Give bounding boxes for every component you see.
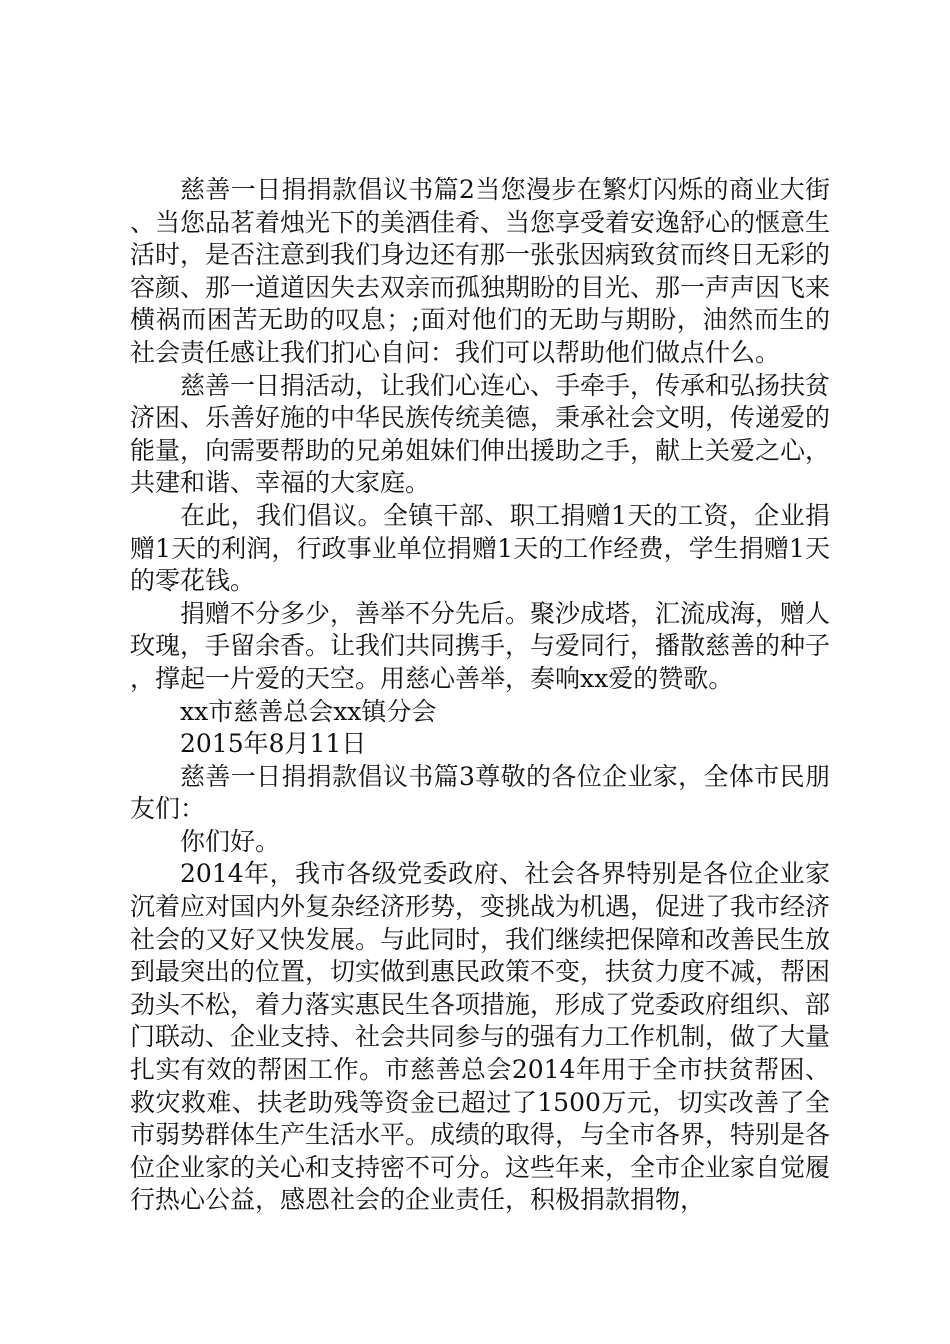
paragraph-appeal-2-intro: 慈善一日捐捐款倡议书篇2当您漫步在繁灯闪烁的商业大街、当您品茗着烛光下的美酒佳肴、当您享受着安逸舒心的惬意生活时，是否注意到我们身边还有那一张张因病致贫而终日无彩的容颜、那一道道因失去双亲而孤独期盼的目光、那一声声因飞来横祸而困苦无助的叹息；;面对他们的无助与期盼，油然而生的社会责任感让我们扪心自问：我们可以帮助他们做点什么。 [130, 175, 831, 367]
paragraph-activity: 慈善一日捐活动，让我们心连心、手牵手，传承和弘扬扶贫济困、乐善好施的中华民族传统美德，秉承社会文明，传递爱的能量，向需要帮助的兄弟姐妹们伸出援助之手，献上关爱之心，共建和谐、幸福的大家庭。 [130, 370, 831, 498]
paragraph-hello: 你们好。 [180, 826, 281, 856]
document-body [130, 174, 830, 1217]
paragraph-proposal: 在此，我们倡议。全镇干部、职工捐赠1天的工资，企业捐赠1天的利润，行政事业单位捐赠1天的工作经费，学生捐赠1天的零花钱。 [130, 500, 830, 596]
paragraph-2014-summary: 2014年，我市各级党委政府、社会各界特别是各位企业家沉着应对国内外复杂经济形势，变挑战为机遇，促进了我市经济社会的又好又快发展。与此同时，我们继续把保障和改善民生放到最突出的位置，切实做到惠民政策不变，扶贫力度不减，帮困劲头不松，着力落实惠民生各项措施，形成了党委政府组织、部门联动、企业支持、社会共同参与的强有力工作机制，做了大量扎实有效的帮困工作。市慈善总会2014年用于全市扶贫帮困、救灾救难、扶老助残等资金已超过了1500万元，切实改善了全市弱势群体生产生活水平。成绩的取得，与全市各界，特别是各位企业家的关心和支持密不可分。这些年来，全市企业家自觉履行热心公益，感恩社会的企业责任，积极捐款捐物， [130, 859, 831, 1215]
signature-organization: xx市慈善总会xx镇分会 [180, 696, 437, 726]
signature-date: 2015年8月11日 [180, 729, 367, 759]
paragraph-donation: 捐赠不分多少，善举不分先后。聚沙成塔，汇流成海，赠人玫瑰，手留余香。让我们共同携手，与爱同行，播散慈善的种子，撑起一片爱的天空。用慈心善举，奏响xx爱的赞歌。 [130, 598, 831, 693]
paragraph-appeal-3-greeting: 慈善一日捐捐款倡议书篇3尊敬的各位企业家，全体市民朋友们： [130, 761, 830, 824]
